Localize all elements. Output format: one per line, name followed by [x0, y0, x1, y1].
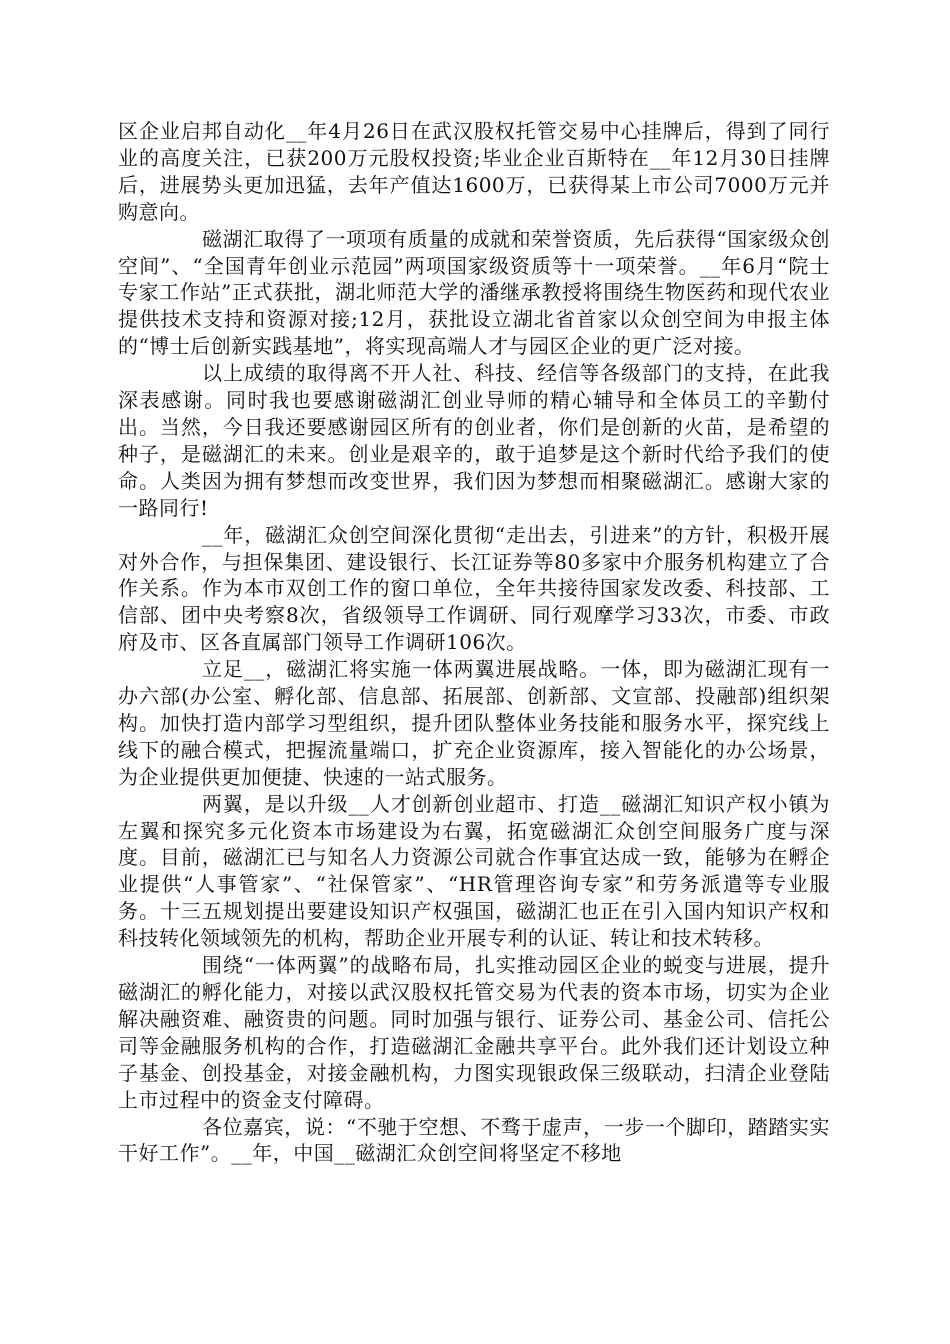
paragraph-8: 各位嘉宾，说：“不驰于空想、不骛于虚声，一步一个脚印，踏踏实实干好工作”。__年，中国__磁湖汇众创空间将坚定不移地	[118, 1114, 830, 1166]
paragraph-1: 区企业启邦自动化__年4月26日在武汉股权托管交易中心挂牌后，得到了同行业的高度关注，已获200万元股权投资;毕业企业百斯特在__年12月30日挂牌后，进展势头更加迅猛，去年产值达1600万，已获得某上市公司7000万元并购意向。	[118, 119, 830, 224]
paragraph-2: 磁湖汇取得了一项项有质量的成就和荣誉资质，先后获得“国家级众创空间”、“全国青年创业示范园”两项国家级资质等十一项荣誉。__年6月“院士专家工作站”正式获批，湖北师范大学的潘继承教授将围绕生物医药和现代农业提供技术支持和资源对接;12月，获批设立湖北省首家以众创空间为申报主体的“博士后创新实践基地”，将实现高端人才与园区企业的更广泛对接。	[118, 226, 830, 359]
paragraph-4: __年，磁湖汇众创空间深化贯彻“走出去，引进来”的方针，积极开展对外合作，与担保集团、建设银行、长江证券等80多家中介服务机构建立了合作关系。作为本市双创工作的窗口单位，全年共接待国家发改委、科技部、工信部、团中央考察8次，省级领导工作调研、同行观摩学习33次，市委、市政府及市、区各直属部门领导工作调研106次。	[118, 522, 830, 655]
paragraph-3: 以上成绩的取得离不开人社、科技、经信等各级部门的支持，在此我深表感谢。同时我也要感谢磁湖汇创业导师的精心辅导和全体员工的辛勤付出。当然，今日我还要感谢园区所有的创业者，你们是创新的火苗，是希望的种子，是磁湖汇的未来。创业是艰辛的，敢于追梦是这个新时代给予我们的使命。人类因为拥有梦想而改变世界，我们因为梦想而相聚磁湖汇。感谢大家的一路同行!	[118, 361, 830, 520]
document-body	[118, 118, 830, 1167]
paragraph-7: 围绕“一体两翼”的战略布局，扎实推动园区企业的蜕变与进展，提升磁湖汇的孵化能力，对接以武汉股权托管交易为代表的资本市场，切实为企业解决融资难、融资贵的问题。同时加强与银行、证券公司、基金公司、信托公司等金融服务机构的合作，打造磁湖汇金融共享平台。此外我们还计划设立种子基金、创投基金，对接金融机构，力图实现银政保三级联动，扫清企业登陆上市过程中的资金支付障碍。	[118, 953, 830, 1112]
paragraph-6: 两翼，是以升级__人才创新创业超市、打造__磁湖汇知识产权小镇为左翼和探究多元化资本市场建设为右翼，拓宽磁湖汇众创空间服务广度与深度。目前，磁湖汇已与知名人力资源公司就合作事宜达成一致，能够为在孵企业提供“人事管家”、“社保管家”、“HR管理咨询专家”和劳务派遣等专业服务。十三五规划提出要建设知识产权强国，磁湖汇也正在引入国内知识产权和科技转化领域领先的机构，帮助企业开展专利的认证、转让和技术转移。	[118, 791, 830, 951]
paragraph-5: 立足__，磁湖汇将实施一体两翼进展战略。一体，即为磁湖汇现有一办六部(办公室、孵化部、信息部、拓展部、创新部、文宣部、投融部)组织架构。加快打造内部学习型组织，提升团队整体业务技能和服务水平，探究线上线下的融合模式，把握流量端口，扩充企业资源库，接入智能化的办公场景，为企业提供更加便捷、快速的一站式服务。	[118, 657, 830, 789]
